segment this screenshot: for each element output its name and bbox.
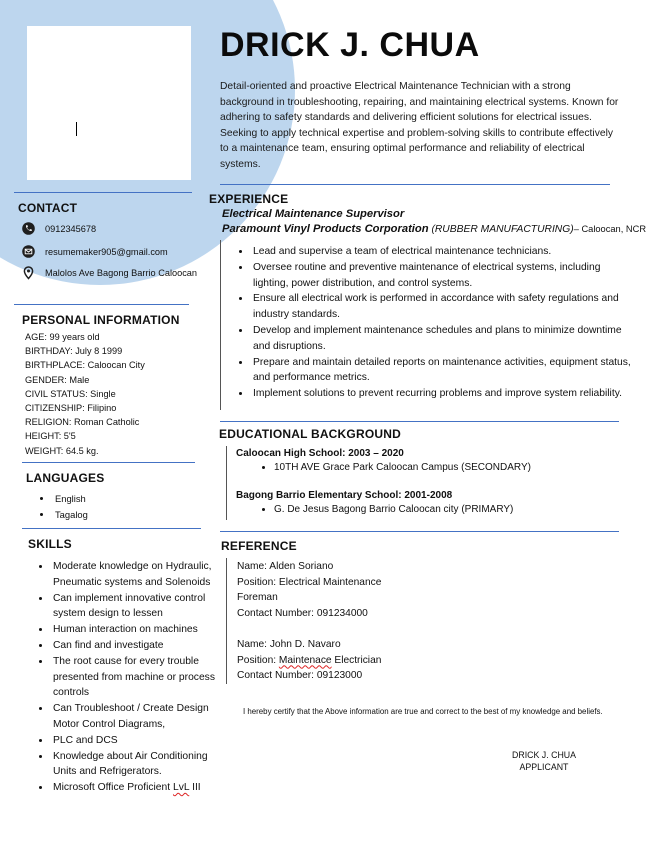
school-secondary: Caloocan High School: 2003 – 2020 bbox=[236, 448, 404, 459]
education-divider bbox=[220, 421, 619, 422]
duty-item: • Lead and supervise a team of electrical maintenance technicians. bbox=[251, 244, 636, 260]
personal-religion: RELIGION: Roman Catholic bbox=[25, 417, 140, 428]
skills-list bbox=[35, 559, 223, 796]
duty-item: • Oversee routine and preventive maintenance of electrical systems, including lighting, power distribution, and control systems. bbox=[251, 260, 636, 292]
reference-2-name: Name: John D. Navaro bbox=[237, 639, 341, 650]
email-icon bbox=[22, 245, 35, 258]
duty-item: • Prepare and maintain detailed reports on maintenance activities, equipment status, and performance metrics. bbox=[251, 355, 636, 387]
skill-item: • Can implement innovative control system design to lessen bbox=[51, 591, 223, 623]
school-primary-detail-list bbox=[258, 504, 513, 515]
personal-weight: WEIGHT: 64.5 kg. bbox=[25, 445, 99, 456]
education-heading: EDUCATIONAL BACKGROUND bbox=[219, 427, 401, 441]
certification-statement: I hereby certify that the Above information are true and correct to the best of my knowledge and beliefs. bbox=[243, 707, 603, 716]
profile-summary: Detail-oriented and proactive Electrical Maintenance Technician with a strong background in troubleshooting, repairing, and maintaining electrical systems. Known for adhering to safety standards and delivering efficient solutions for electrical issues. Seeking to apply technical expertise and problem-solving skills to contribute effectively to a maintenance team, ensuring optimal performance and reliability of electrical systems. bbox=[220, 81, 619, 170]
contact-divider bbox=[14, 192, 192, 193]
personal-height: HEIGHT: 5'5 bbox=[25, 431, 76, 442]
school-primary-detail: • G. De Jesus Bagong Barrio Caloocan city (PRIMARY) bbox=[274, 504, 513, 515]
contact-email bbox=[22, 245, 168, 258]
skill-item: • The root cause for every trouble presented from machine or process controls bbox=[51, 654, 223, 701]
languages-heading: LANGUAGES bbox=[26, 471, 105, 485]
school-secondary-detail: • 10TH AVE Grace Park Caloocan Campus (SECONDARY) bbox=[274, 462, 531, 473]
reference-1-position-cont: Foreman bbox=[237, 592, 278, 604]
duty-item: • Implement solutions to prevent recurring problems and improve system reliability. bbox=[251, 386, 636, 402]
skill-office-text: Microsoft Office Proficient bbox=[53, 782, 173, 794]
email-address: resumemaker905@gmail.com bbox=[45, 246, 168, 257]
reference-1-name: Name: Alden Soriano bbox=[237, 561, 334, 572]
personal-birthday: BIRTHDAY: July 8 1999 bbox=[25, 346, 123, 357]
personal-civil-status: CIVIL STATUS: Single bbox=[25, 388, 116, 399]
personal-birthplace: BIRTHPLACE: Caloocan City bbox=[25, 360, 145, 371]
signature-block bbox=[499, 749, 589, 773]
languages-divider bbox=[22, 462, 195, 463]
languages-list bbox=[37, 491, 203, 522]
skill-item: • Can Troubleshoot / Create Design Motor Control Diagrams, bbox=[51, 701, 223, 733]
phone-icon bbox=[22, 222, 35, 235]
contact-heading: CONTACT bbox=[18, 201, 78, 215]
summary-divider bbox=[220, 184, 610, 185]
skill-item: • Moderate knowledge on Hydraulic, Pneumatic systems and Solenoids bbox=[51, 559, 223, 591]
reference-side-line bbox=[226, 558, 227, 684]
skill-item: • PLC and DCS bbox=[51, 733, 223, 749]
skill-item: • Knowledge about Air Conditioning Units and Refrigerators. bbox=[51, 749, 223, 781]
reference-heading: REFERENCE bbox=[221, 539, 297, 553]
reference-1-contact: Contact Number: 091234000 bbox=[237, 607, 368, 619]
reference-2-contact: Contact Number: 09123000 bbox=[237, 670, 363, 682]
company-industry: (RUBBER MANUFACTURING) bbox=[428, 224, 574, 235]
experience-side-line bbox=[220, 240, 221, 410]
company-location: – Caloocan, NCR bbox=[573, 224, 647, 234]
personal-gender: GENDER: Male bbox=[25, 374, 90, 385]
applicant-name: DRICK J. CHUA bbox=[220, 26, 480, 64]
reference-2 bbox=[237, 637, 381, 684]
skill-item-office bbox=[51, 780, 223, 796]
personal-divider bbox=[14, 304, 189, 305]
job-duties-list bbox=[235, 244, 636, 402]
phone-number: 0912345678 bbox=[45, 223, 97, 234]
company-name: Paramount Vinyl Products Corporation bbox=[222, 223, 429, 235]
experience-heading: EXPERIENCE bbox=[209, 192, 289, 206]
signature-role: APPLICANT bbox=[519, 762, 569, 772]
personal-citizenship: CITIZENSHIP: Filipino bbox=[25, 403, 117, 414]
contact-phone bbox=[22, 222, 96, 235]
contact-address bbox=[22, 266, 197, 279]
language-item: • English bbox=[53, 491, 203, 507]
reference-1 bbox=[237, 559, 381, 621]
language-item: • Tagalog bbox=[53, 507, 203, 523]
skill-item: • Human interaction on machines bbox=[51, 622, 223, 638]
profile-photo-placeholder bbox=[27, 26, 191, 180]
reference-1-position: Position: Electrical Maintenance bbox=[237, 576, 382, 588]
personal-info-list bbox=[25, 330, 145, 458]
reference-divider bbox=[220, 531, 619, 532]
education-side-line bbox=[226, 446, 227, 520]
school-primary: Bagong Barrio Elementary School: 2001-2008 bbox=[236, 490, 453, 501]
skill-office-level: III bbox=[189, 782, 201, 794]
personal-info-heading: PERSONAL INFORMATION bbox=[22, 313, 180, 327]
spellcheck-flagged-word: LvL bbox=[172, 782, 190, 794]
reference-2-position-label: Position: bbox=[237, 654, 279, 666]
duty-item: • Ensure all electrical work is performed in accordance with safety regulations and industry standards. bbox=[251, 291, 636, 323]
text-cursor bbox=[76, 122, 77, 136]
reference-2-position-role: Electrician bbox=[331, 654, 382, 666]
location-pin-icon bbox=[22, 266, 35, 279]
home-address: Malolos Ave Bagong Barrio Caloocan bbox=[45, 267, 198, 278]
reference-2-position bbox=[237, 653, 381, 669]
duty-item: • Develop and implement maintenance schedules and plans to minimize downtime and disruptions. bbox=[251, 323, 636, 355]
personal-age: AGE: 99 years old bbox=[25, 332, 100, 342]
skills-heading: SKILLS bbox=[28, 537, 72, 551]
spellcheck-flagged-word: Maintenace bbox=[278, 654, 332, 666]
job-company-line bbox=[222, 223, 646, 235]
signature-name: DRICK J. CHUA bbox=[511, 750, 577, 760]
skill-item: • Can find and investigate bbox=[51, 638, 223, 654]
skills-divider bbox=[22, 528, 201, 529]
job-title: Electrical Maintenance Supervisor bbox=[222, 208, 405, 220]
school-secondary-detail-list bbox=[258, 462, 531, 473]
